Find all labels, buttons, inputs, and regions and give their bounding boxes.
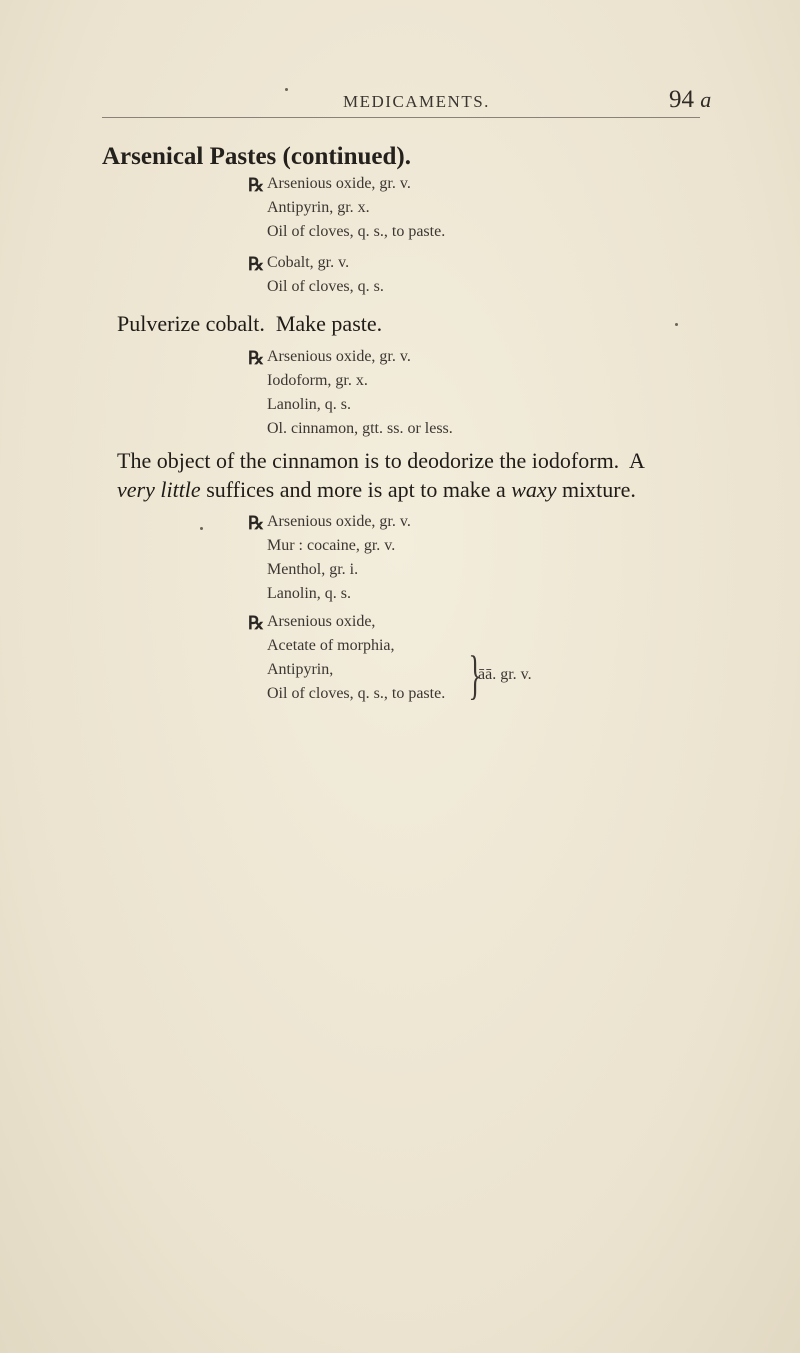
paragraph-text: mixture. — [556, 477, 636, 502]
ingredient-line: Arsenious oxide, gr. v. — [267, 175, 411, 192]
rx-symbol: ℞ — [248, 348, 265, 368]
ingredient-line: Iodoform, gr. x. — [267, 372, 368, 389]
ingredient-line: Arsenious oxide, — [267, 613, 376, 630]
rx-symbol: ℞ — [248, 254, 265, 274]
ingredient-line: Lanolin, q. s. — [267, 585, 351, 602]
paragraph-line-1: The object of the cinnamon is to deodorize the iodoform. A — [117, 448, 645, 473]
running-header: MEDICAMENTS. — [343, 92, 490, 111]
header-rule — [102, 117, 700, 118]
ingredient-line: Oil of cloves, q. s., to paste. — [267, 223, 446, 240]
print-speck — [675, 323, 678, 326]
ingredient-line: Arsenious oxide, gr. v. — [267, 348, 411, 365]
emphasis-waxy: waxy — [511, 477, 557, 502]
rx-symbol: ℞ — [248, 175, 265, 195]
paragraph-line-2 — [117, 477, 636, 503]
ingredient-line: Arsenious oxide, gr. v. — [267, 513, 411, 530]
instruction-line: Pulverize cobalt. Make paste. — [117, 311, 383, 336]
print-speck — [285, 88, 288, 91]
ingredient-line: Antipyrin, — [267, 661, 334, 678]
brace-icon: } — [468, 645, 482, 705]
page-number: 94 a — [669, 86, 712, 113]
rx-symbol: ℞ — [248, 613, 265, 633]
ingredient-line: Lanolin, q. s. — [267, 396, 351, 413]
ingredient-line: Cobalt, gr. v. — [267, 254, 350, 271]
rx-symbol: ℞ — [248, 513, 265, 533]
ingredient-line: Menthol, gr. i. — [267, 561, 359, 578]
ingredient-line: Mur : cocaine, gr. v. — [267, 537, 396, 554]
ingredient-line: Ol. cinnamon, gtt. ss. or less. — [267, 420, 453, 437]
ingredient-line: Acetate of morphia, — [267, 637, 395, 654]
print-speck — [200, 527, 203, 530]
paragraph-text: suffices and more is apt to make a — [200, 477, 512, 502]
section-heading: Arsenical Pastes (continued). — [102, 143, 411, 170]
shared-dose: āā. gr. v. — [478, 666, 532, 683]
ingredient-line: Oil of cloves, q. s., to paste. — [267, 685, 446, 702]
emphasis-very-little: very little — [117, 477, 201, 502]
ingredient-line: Oil of cloves, q. s. — [267, 278, 384, 295]
ingredient-line: Antipyrin, gr. x. — [267, 199, 370, 216]
